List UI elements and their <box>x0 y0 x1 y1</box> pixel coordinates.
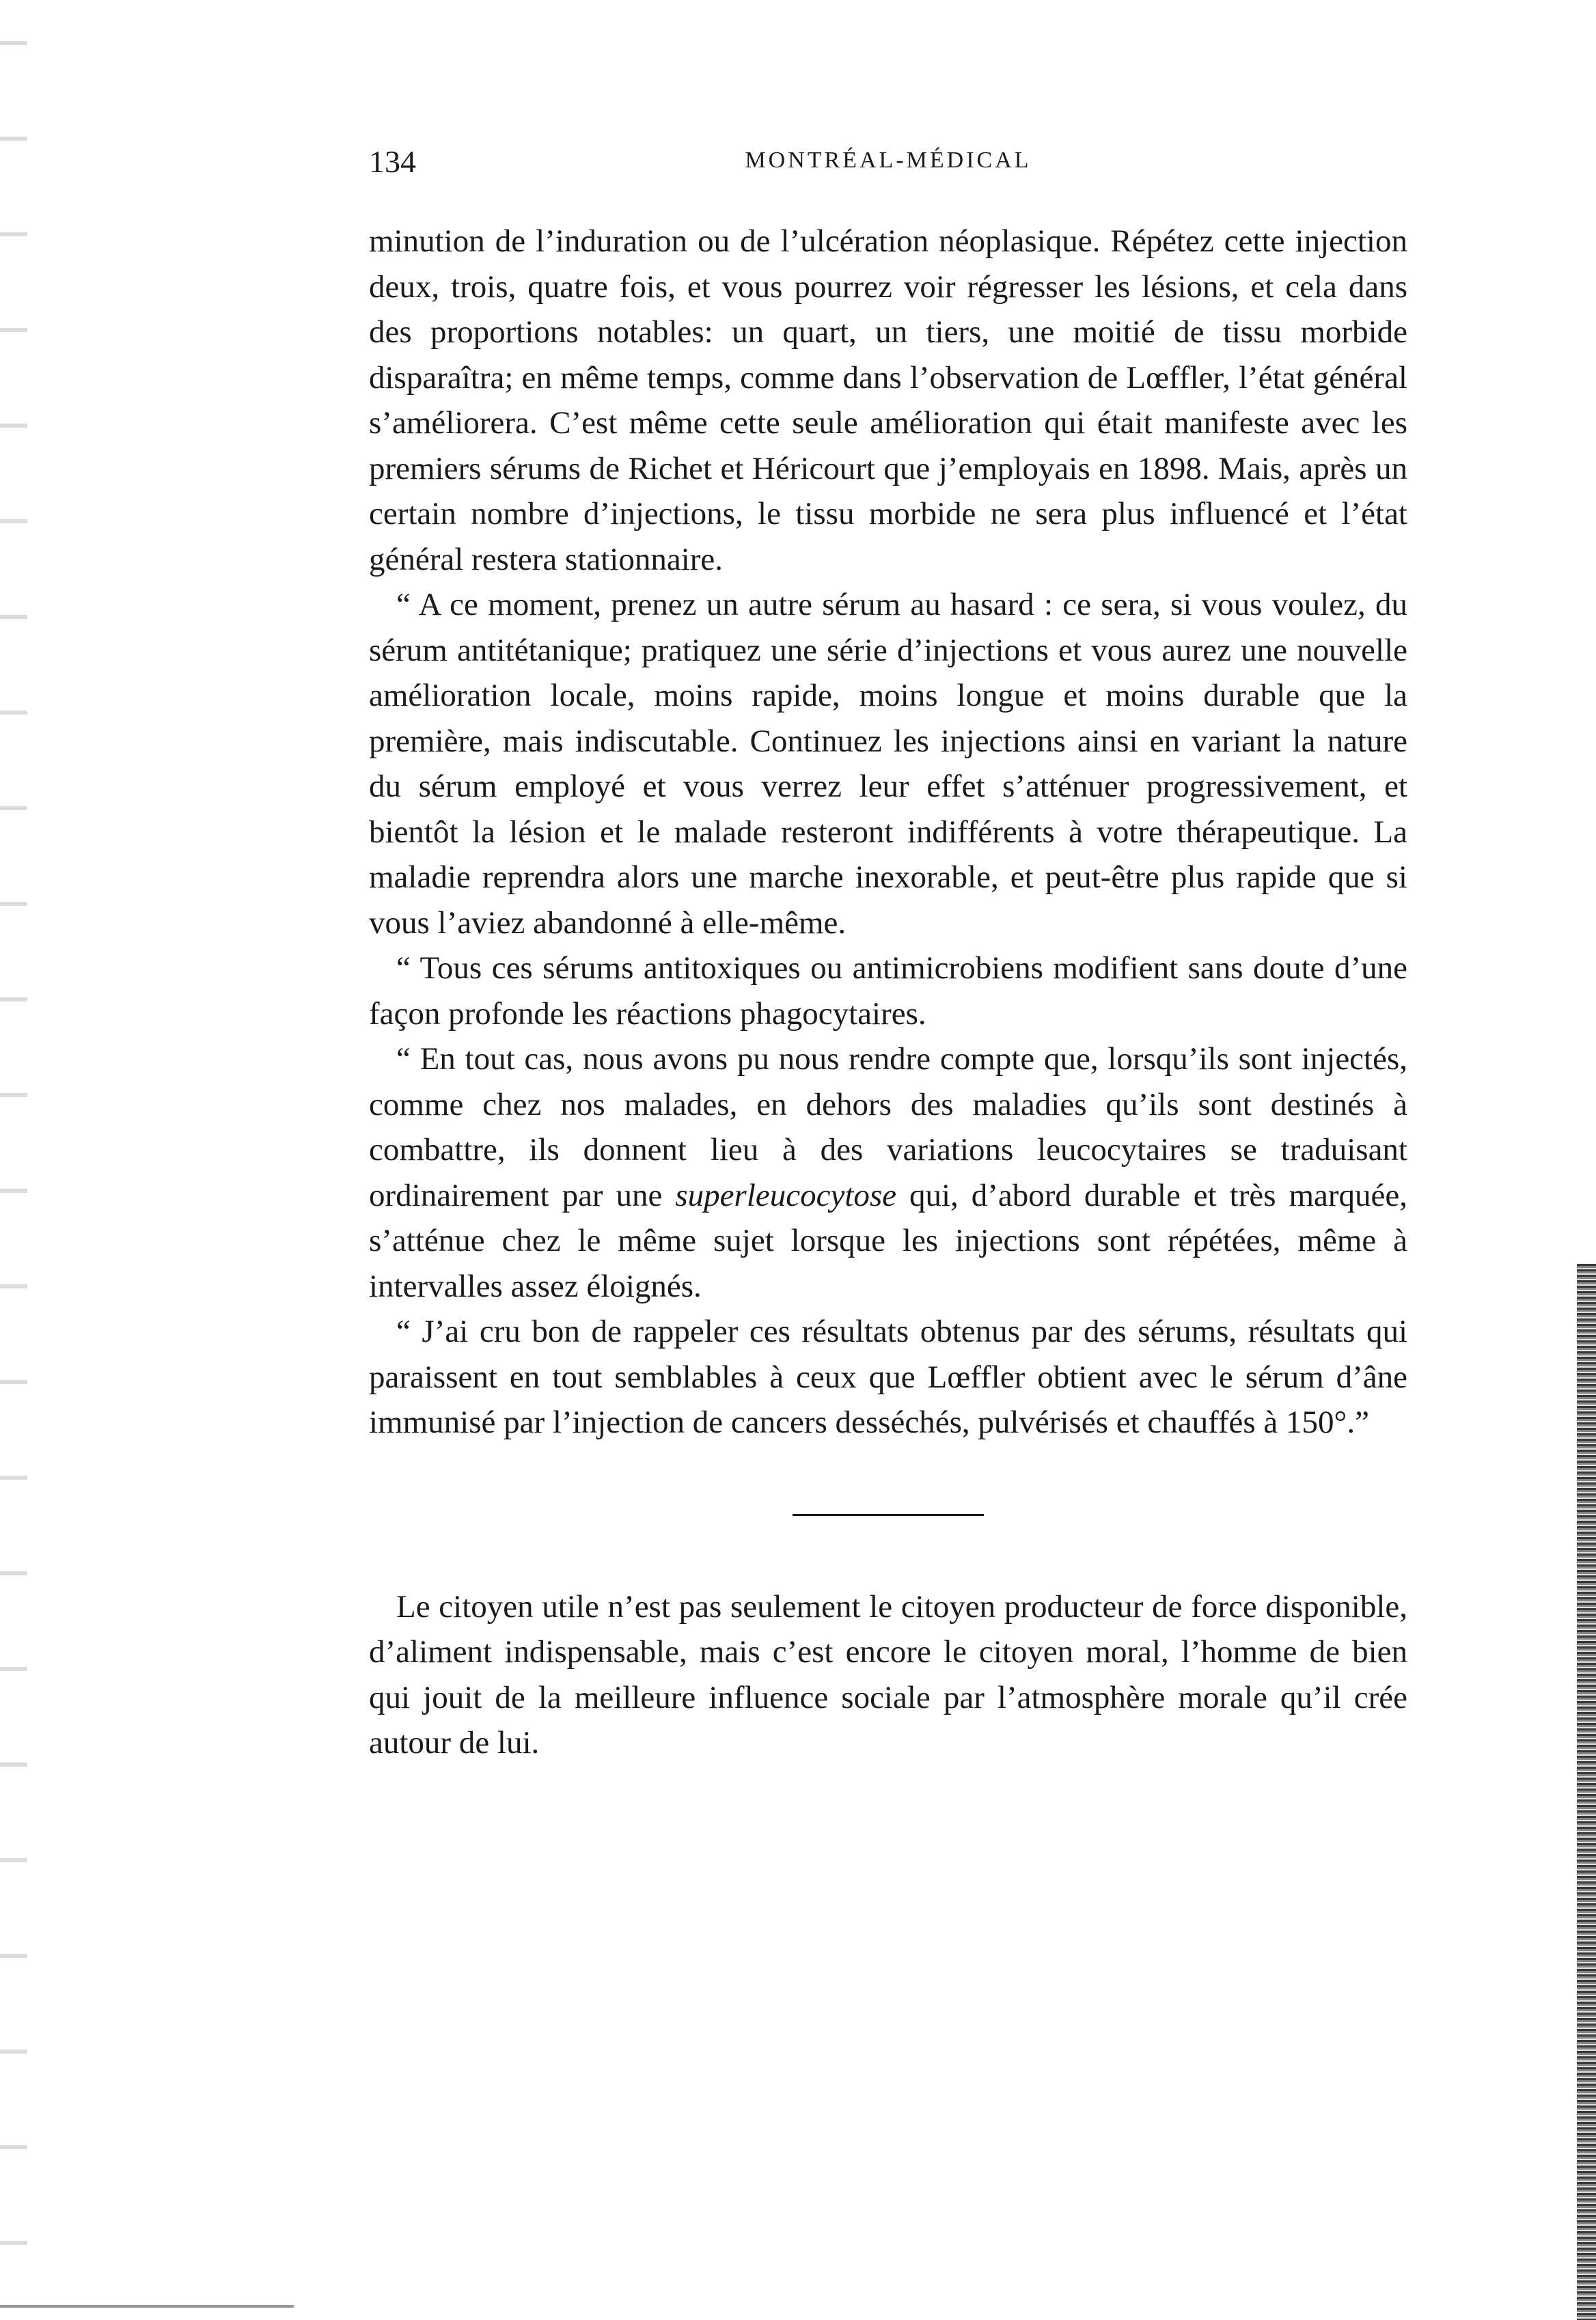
paragraph-leucocyte-text-before: “ En tout cas, nous avons pu nous rendre compte que, lorsqu’ils sont injectés, comme chez nos malades, en dehors des maladies qu’ils sont destinés à combattre, ils donnent lieu à des variations leucocytaires se traduisant ordinairement par une <box>369 1041 1407 1213</box>
closing-note <box>369 1584 1407 1766</box>
paragraph-continuation: minution de l’induration ou de l’ulcération néoplasique. Répétez cette injection deux, trois, quatre fois, et vous pourrez voir régresser les lésions, et cela dans des proportions notables: un quart, un tiers, une moitié de tissu morbide disparaîtra; en même temps, comme dans l’observation de Lœffler, l’état général s’améliorera. C’est même cette seule amélioration qui était manifeste avec les premiers sérums de Richet et Héricourt que j’employais en 1898. Mais, après un certain nombre d’injections, le tissu morbide ne sera plus influencé et l’état général restera stationnaire. <box>369 223 1407 577</box>
running-title: MONTRÉAL-MÉDICAL <box>745 148 1032 173</box>
scan-right-margin <box>1577 1264 1596 2320</box>
closing-paragraph: Le citoyen utile n’est pas seulement le citoyen producteur de force disponible, d’aliment indispensable, mais c’est encore le citoyen moral, l’homme de bien qui jouit de la meilleure influence sociale par l’atmosphère morale qu’il crée autour de lui. <box>369 1588 1407 1760</box>
section-divider <box>793 1514 984 1516</box>
scan-bottom-rule <box>0 2305 294 2308</box>
page-number: 134 <box>369 144 416 179</box>
italic-term-superleucocytose: superleucocytose <box>675 1177 897 1213</box>
scan-left-margin <box>0 0 27 2320</box>
paragraph-leucocyte-variations <box>369 1036 1407 1309</box>
book-page <box>369 143 1407 1766</box>
paragraph-leucocyte-text-after: qui, d’abord durable et très marquée, s’atténue chez le même sujet lorsque les injections sont répétées, même à intervalles assez éloignés. <box>369 1177 1407 1304</box>
paragraph-results-summary: “ J’ai cru bon de rappeler ces résultats obtenus par des sérums, résultats qui paraissent en tout semblables à ceux que Lœffler obtient avec le sérum d’âne immunisé par l’injection de cancers desséchés, pulvérisés et chauffés à 150°.” <box>369 1314 1407 1440</box>
running-head <box>369 143 1407 191</box>
paragraph-phagocytic-reactions: “ Tous ces sérums antitoxiques ou antimicrobiens modifient sans doute d’une façon profonde les réactions phagocytaires. <box>369 950 1407 1032</box>
article-body <box>369 219 1407 1446</box>
paragraph-serum-variation: “ A ce moment, prenez un autre sérum au hasard : ce sera, si vous voulez, du sérum antitétanique; pratiquez une série d’injections et vous aurez une nouvelle amélioration locale, moins rapide, moins longue et moins durable que la première, mais indiscutable. Continuez les injections ainsi en variant la nature du sérum employé et vous verrez leur effet s’atténuer progressivement, et bientôt la lésion et le malade resteront indifférents à votre thérapeutique. La maladie reprendra alors une marche inexorable, et peut-être plus rapide que si vous l’aviez abandonné à elle-même. <box>369 587 1407 941</box>
